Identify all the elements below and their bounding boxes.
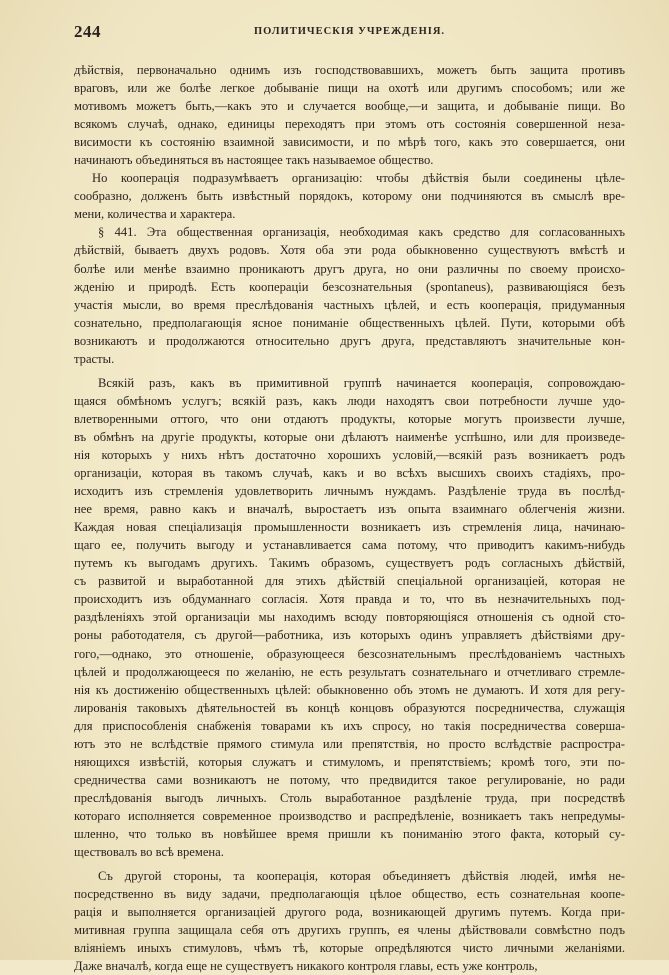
text-line: путемъ къ выгодамъ другихъ. Такимъ образомъ, существуетъ родъ согласныхъ дѣйствій, <box>74 556 625 571</box>
text-line: происходитъ изъ обдуманнаго согласія. Хотя правда и то, что въ незначительныхъ под- <box>74 592 625 607</box>
text-line: нія которыхъ у нихъ нѣтъ достаточно хорошихъ условій,—всякій разъ возникаетъ родъ <box>74 447 625 462</box>
text-line: котораго исполняется современное производство и распредѣленіе, возникаетъ такъ непредумы- <box>74 808 625 823</box>
text-line: средничества сами возникаютъ не потому, что предвидится такое регулированіе, но ради <box>74 772 625 787</box>
text-line: нее время, равно какъ и вначалѣ, выростаетъ изъ опыта взаимнаго облегченія жизни. <box>74 502 625 517</box>
paragraph <box>74 169 625 223</box>
paragraph <box>74 867 625 975</box>
text-line: щаго ее, получить выгоду и устанавливается сама потому, что приводитъ какимъ-нибудь <box>74 538 625 553</box>
text-line: дѣйствій, бываетъ двухъ родовъ. Хотя оба эти рода обыкновенно существуютъ вмѣстѣ и <box>74 243 625 258</box>
text-line: вліяніемъ иныхъ стимуловъ, чѣмъ тѣ, которые опредѣляются чисто личными желаніями. <box>74 941 625 956</box>
paragraph <box>74 374 625 861</box>
text-line: всякомъ случаѣ, однако, единицы переходятъ при этомъ отъ состоянія совершенной неза- <box>74 117 625 132</box>
text-line: жденію и природѣ. Есть коопераціи безсознательныя (spontaneus), развивающіяся безъ <box>74 279 625 294</box>
text-line: начинаютъ объединяться въ настоящее такъ называемое общество. <box>74 153 434 168</box>
text-line: посредственно въ виду задачи, предполагающія цѣлое общество, есть сознательная коопе- <box>74 887 625 902</box>
text-line: влетворенными оттого, что они отдаютъ продукты, которые могутъ произвести лучше, <box>74 411 625 426</box>
text-line: исходитъ изъ стремленія удовлетворить личнымъ нуждамъ. Раздѣленіе труда въ послѣд- <box>74 484 625 499</box>
text-line: для приспособленія снабженія товарами къ ихъ спросу, но такія посредничества соверша- <box>74 718 625 733</box>
text-line: лированія таковыхъ дѣятельностей въ концѣ концовъ образуются посредничества, служащія <box>74 700 625 715</box>
text-line: возникаютъ и продолжаются относительно другъ друга, представляютъ значительные кон- <box>74 333 625 348</box>
text-line: митивная группа защищала себя отъ другихъ группъ, ея члены дѣйствовали совмѣстно подъ <box>74 923 625 938</box>
text-line: въ обмѣнъ на другіе продукты, которые они дѣлаютъ наименѣе успѣшно, или для произведе- <box>74 429 625 444</box>
text-line: роны работодателя, съ другой—работника, изъ которыхъ одинъ управляетъ дѣйствіями дру- <box>74 628 625 643</box>
text-line: преслѣдованія выгодъ личныхъ. Столь выработанное раздѣленіе труда, при посредствѣ <box>74 790 625 805</box>
running-head: ПОЛИТИЧЕСКІЯ УЧРЕЖДЕНІЯ. <box>253 26 446 37</box>
paragraph <box>74 223 625 367</box>
text-line: цѣлей и продолжающееся по желанію, не есть результатъ сознательнаго и отчетливаго стремле- <box>74 664 625 679</box>
text-line: сознательно, предполагающія ясное пониманіе общественныхъ цѣлей. Пути, которыми обѣ <box>74 315 625 330</box>
text-line: Съ другой стороны, та кооперація, которая объединяетъ дѣйствія людей, имѣя не- <box>98 869 625 884</box>
page-body <box>74 61 625 975</box>
text-line: раздѣленіяхъ этой организаціи мы находимъ всюду повторяющіяся отношенія съ одной сто- <box>74 610 625 625</box>
text-line: ютъ это не вслѣдствіе прямого стимула или препятствія, но просто вслѣдствіе распростра- <box>74 736 625 751</box>
text-line: няющихся извѣстій, которыя служатъ и стимуломъ, и препятствіемъ; кромѣ того, эти по- <box>74 754 625 769</box>
text-line: шленно, что только въ новѣйшее время пришли къ пониманію этого факта, который су- <box>74 826 625 841</box>
text-line: Всякій разъ, какъ въ примитивной группѣ начинается кооперація, сопровождаю- <box>98 375 625 390</box>
text-line: участія мысли, во время преслѣдованія частныхъ цѣлей, и есть кооперація, придуманныя <box>74 297 625 312</box>
text-line: нія къ достиженію общественныхъ цѣлей: обыкновенно объ этомъ не думаютъ. И хотя для регу- <box>74 682 625 697</box>
page-header <box>74 22 625 46</box>
text-line: § 441. Эта общественная организація, необходимая какъ средство для согласованныхъ <box>98 225 625 240</box>
text-line: трасты. <box>74 351 115 366</box>
paragraph <box>74 61 625 169</box>
text-line: враговъ, или же болѣе легкое добываніе пищи на охотѣ или другимъ способомъ; или же <box>74 81 625 96</box>
text-line: рація и выполняется организаціей другого рода, возникающей другимъ путемъ. Когда при- <box>74 905 625 920</box>
text-line: съ развитой и выработанной для этихъ дѣйствій спеціальной организаціей, которая не <box>74 574 625 589</box>
text-line: болѣе или менѣе взаимно проникаютъ другъ друга, но они различны по своему происхо- <box>74 261 625 276</box>
text-line: дѣйствія, первоначально однимъ изъ господствовавшихъ, можетъ быть защита противъ <box>74 63 625 77</box>
text-line: Но кооперація подразумѣваетъ организацію: чтобы дѣйствія были соединены цѣле- <box>92 171 625 186</box>
text-line: гого,—однако, это отношеніе, образующееся безсознательнымъ преслѣдованіемъ частныхъ <box>74 646 625 661</box>
text-line: висимости къ состоянію взаимной зависимости, и по мѣрѣ того, какъ это совершается, они <box>74 135 625 150</box>
text-line: сообразно, долженъ быть извѣстный порядокъ, которому они подчиняются въ смыслѣ вре- <box>74 189 625 204</box>
text-line: мотивомъ можетъ быть,—какъ это и случается вообще,—и защита, и добываніе пищи. Во <box>74 99 625 114</box>
text-line: ществовалъ во всѣ времена. <box>74 845 224 860</box>
text-line: организаціи, которая въ такомъ случаѣ, какъ и во всѣхъ высшихъ своихъ стадіяхъ, про- <box>74 466 625 481</box>
page-number: 244 <box>74 22 101 41</box>
text-line: Каждая новая спеціализація промышленности возникаетъ изъ стремленія лица, начинаю- <box>74 520 625 535</box>
text-line: мени, количества и характера. <box>74 207 236 222</box>
text-line: Даже вначалѣ, когда еще не существуетъ никакого контроля главы, есть уже контроль, <box>74 959 538 974</box>
text-line: щаяся обмѣномъ услугъ; всякій разъ, какъ люди находятъ свои потребности лучше удо- <box>74 393 625 408</box>
